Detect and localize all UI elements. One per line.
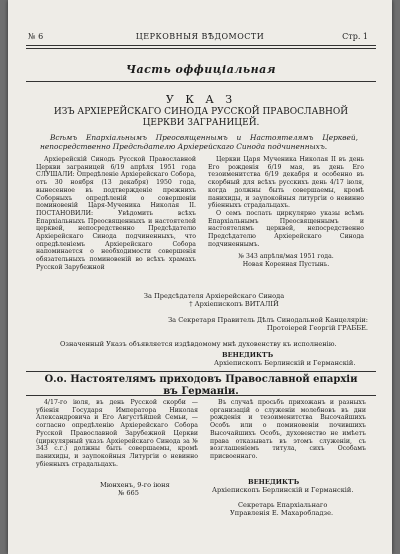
header-rule (26, 45, 376, 49)
decree-right-paragraph-1: Церкви Царя Мученика Николая II въ день Его рожденія 6/19 мая, въ день Его тезоименитства 6/19 декабря и особенно въ скорбный для всѣхъ русскихъ день 4/17 іюля, когда должны быть совершаемы, кромѣ панихиды, и заупокойныя литургіи о невинно убіенныхъ страдальцахъ. (208, 156, 364, 210)
decree-subtitle-line-2: ЦЕРКВИ ЗАГРАНИЦЕЙ. (142, 118, 260, 128)
decree-subtitle-line-1: ИЗЪ АРХІЕРЕЙСКАГО СИНОДА РУССКОЙ ПРАВОСЛАВНОЙ (53, 107, 349, 117)
circular-secretary-line-1: Секретарь Епархіальнаго (238, 501, 328, 509)
circular-signature-title: Архіепископъ Берлинскій и Германскій. (212, 486, 354, 494)
page-number: Стр. 1 (342, 32, 368, 41)
circular-number: № 665 (118, 489, 139, 497)
circular-title-rule (26, 395, 376, 396)
decree-announcement: Означенный Указъ объявляется издѣвдомому мнѣ духовенству къ исполненію. (60, 340, 337, 348)
signature-3-name: ВЕНЕДИКТЪ (222, 351, 274, 359)
circular-place-date: Мюнхенъ, 9-го іюня (100, 481, 170, 489)
circular-signature-name: ВЕНЕДИКТЪ (248, 478, 300, 486)
circular-left-column: 4/17-го іюля, въ день Русской скорби — убіенія Государя Императора Николая Александровича и Его Августѣйшей Семьи, — согласно опредѣленію Архіерейскаго Собора Русской Православной Зарубежной Церкви (циркулярный указъ Архіерейскаго Синода за № 343 с.г.) должны быть совершаемы, кромѣ панихиды, и заупокойныя Литургіи о невинно убіенныхъ страдальцахъ. (36, 399, 198, 468)
decree-address: Всѣмъ Епархіальнымъ Преосвященнымъ и Настоятелямъ Церквей, непосредственно Предсѣдателю Архіерейскаго Синода подчиненныхъ. (40, 133, 358, 151)
signature-1-name: † Архіепископъ ВИТАЛІЙ (189, 300, 279, 308)
signature-2-name: Протоіерей Георгій ГРАББЕ. (266, 324, 368, 332)
circular-right-column: Въ случаѣ просьбъ прихожанъ и разныхъ организацій о служеніи молебновъ въ дни рожденія и тезоименитства Высочайшихъ Особъ или о поминовеніи почившихъ Высочайшихъ Особъ, духовенство не имѣетъ права отказывать въ этомъ служеніи, съ возглашеніемъ титула, сихъ Особамъ присвоеннаго. (210, 399, 366, 460)
decree-ref-place: Новая Коренная Пустынь. (242, 261, 330, 269)
signature-2-role: За Секретаря Правитель Дѣлъ Синодальной Канцеляріи: (168, 316, 368, 324)
decree-title: У К А З (165, 93, 237, 106)
decree-right-column (208, 156, 364, 269)
decree-right-paragraph-2: О семъ послать циркулярно указы всѣмъ Епархіальнымъ Преосвященнымъ и настоятелямъ церквей, непосредственно Предсѣдателю Архіерейскаго Синода подчиненнымъ. (208, 209, 364, 248)
signature-1-role: За Предсѣдателя Архіерейскаго Синода (143, 292, 285, 300)
document-page (8, 0, 392, 554)
decree-ref-number: № 343 апрѣля/мая 1951 года. (238, 253, 334, 261)
circular-secretary-line-2: Управленія Е. Махаробладзе. (230, 509, 334, 517)
section-title: Часть оффиціальная (125, 63, 277, 76)
issue-number: № 6 (28, 32, 44, 41)
decree-end-rule (26, 371, 376, 372)
newsletter-title: ЦЕРКОВНЫЯ ВѢДОМОСТИ (135, 32, 265, 41)
section-rule (26, 81, 376, 82)
decree-left-column: Архіерейскій Синодъ Русской Православной Церкви заграницей 6/19 апрѣля 1951 года СЛУШАЛИ: Опредѣленіе Архіерейскаго Собора, отъ 30 ноября (13 декабря) 1950 года, вынесенное въ подтвержденіе прежнихъ Соборныхъ опредѣленій о совершеніи поминовеній Царя-Мученика Николая II. ПОСТАНОВИЛИ: Увѣдомить всѣхъ Епархіальныхъ Преосвященныхъ и настоятелей церквей, непосредственно Предсѣдателю Архіерейскаго Синода подчиненныхъ, что опредѣленіемъ Архіерейскаго Собора напоминается о необходимости совершенія обязательныхъ поминовеній во всѣхъ храмахъ Русской Зарубежной (36, 156, 196, 271)
signature-3-title: Архіепископъ Берлинскій и Германскій. (214, 359, 356, 367)
circular-title: О.о. Настоятелямъ приходовъ Православной епархіи въ Германіи. (44, 374, 358, 397)
